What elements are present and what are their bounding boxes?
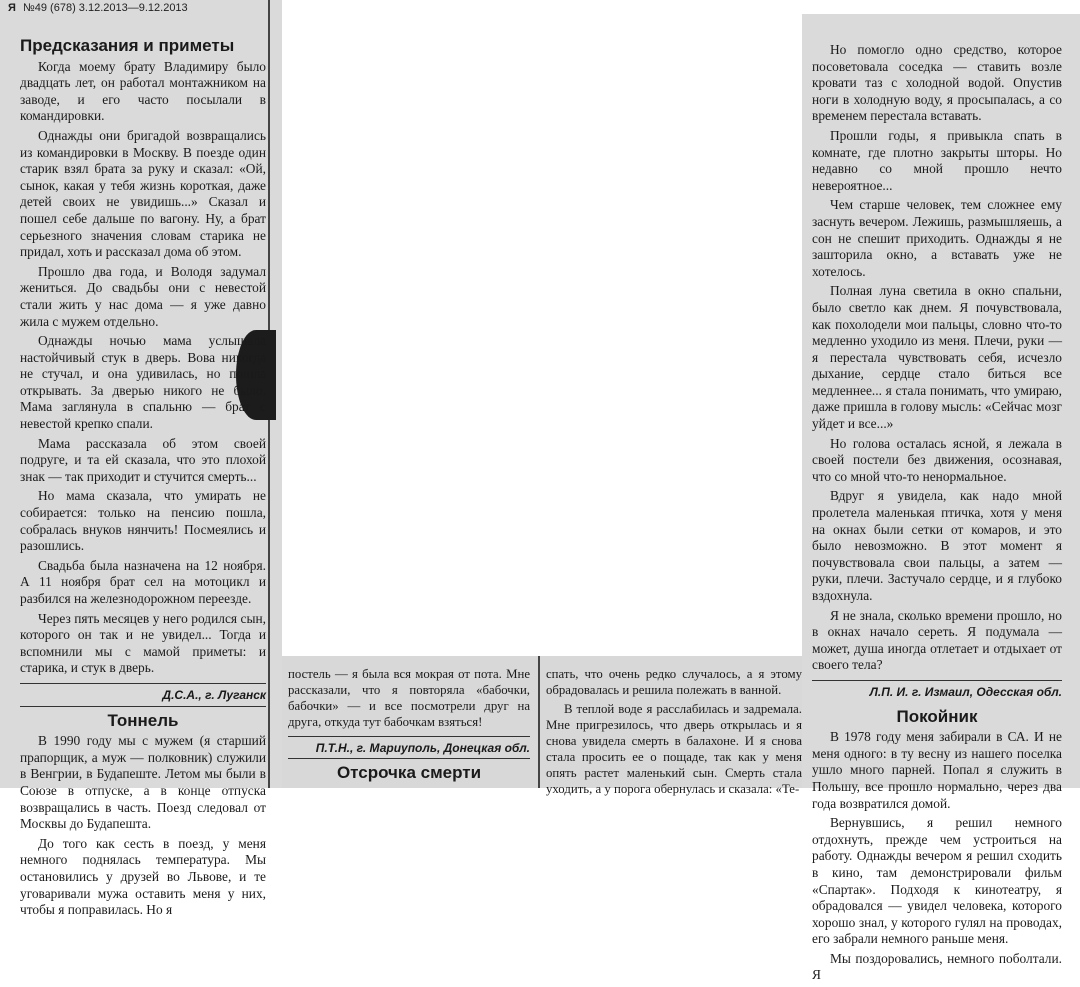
paragraph: Но мама сказала, что умирать не собирается: только на пенсию пошла, собралась внуков нянчить! Посмеялись и разошлись. bbox=[20, 488, 266, 554]
right-article-column bbox=[812, 42, 1062, 987]
article-signature: П.Т.Н., г. Мариуполь, Донецкая обл. bbox=[288, 736, 530, 759]
article-title: Покойник bbox=[896, 706, 978, 726]
paragraph: Вдруг я увидела, как надо мной пролетела маленькая птичка, хотя у меня на окнах были сетки от комаров, и это было невозможно. В этот момент я почувствовала свои пальцы, а затем — руки, плечи. Застучало сердце, и я глубоко вздохнула. bbox=[812, 488, 1062, 603]
paragraph: Прошли годы, я привыкла спать в комнате, где плотно закрыты шторы. Но недавно со мной прошло нечто невероятное... bbox=[812, 127, 1062, 193]
bottom-middle-clipping bbox=[282, 656, 810, 796]
issue-number: №49 (678) 3.12.2013—9.12.2013 bbox=[22, 2, 188, 14]
left-clipping bbox=[0, 0, 282, 918]
paragraph: Мама рассказала об этом своей подруге, и та ей сказала, что это плохой знак — так приходит и стучится смерть... bbox=[20, 435, 266, 484]
paragraph: Но помогло одно средство, которое посоветовала соседка — ставить возле кровати таз с холодной водой. Опустив ноги в холодную воду, я просыпалась, а со временем перестала вставать. bbox=[812, 42, 1062, 124]
paragraph: В теплой воде я расслабилась и задремала. Мне пригрезилось, что дверь открылась и я снова увидела смерть в балахоне. И я снова стала просить ее о пощаде, так как у меня опять растет маленький сын. Смерть стала уходить, а у порога обернулась и сказала: «Те- bbox=[546, 702, 802, 796]
newspaper-logo: Я bbox=[8, 2, 16, 14]
bottom-left-column bbox=[288, 666, 530, 785]
article-signature: Л.П. И. г. Измаил, Одесская обл. bbox=[812, 680, 1062, 703]
paragraph: Однажды ночью мама услышала настойчивый стук в дверь. Вова никогда не стучал, и она удивилась, но пошла открывать. За дверью никого не было. Мама заглянула в спальню — брат с невестой крепко спали. bbox=[20, 333, 266, 432]
column-divider bbox=[538, 656, 540, 788]
article-title: Тоннель bbox=[107, 710, 179, 730]
paragraph: Я не знала, сколько времени прошло, но в окнах начало сереть. Я подумала — может, душа иногда отлетает и отдыхает от своего тела? bbox=[812, 607, 1062, 673]
paragraph: постель — я была вся мокрая от пота. Мне рассказали, что я повторяла «бабочки, бабочки» — и все посмотрели друг на друга, откуда тут бабочкам взяться! bbox=[288, 667, 530, 729]
paragraph: Однажды они бригадой возвращались из командировки в Москву. В поезде один старик взял брата за руку и сказал: «Ой, сынок, какая у тебя жизнь короткая, даже детей своих не увидишь...» Сказал и пошел себе дальше по вагону. Ну, а брат серьезного значения словам старика не придал, хоть и рассказал дома об этом. bbox=[20, 127, 266, 260]
paragraph: Вернувшись, я решил немного отдохнуть, прежде чем устроиться на работу. Однажды вечером я решил сходить в кино, там демонстрировали фильм «Спартак». Подходя к кинотеатру, я обрадовался — увидел человека, которого хорошо знал, у которого гулял на проводах, его забрали немного раньше меня. bbox=[812, 815, 1062, 947]
article-signature: Д.С.А., г. Луганск bbox=[20, 683, 266, 707]
paragraph: В 1978 году меня забирали в СА. И не меня одного: в ту весну из нашего поселка ушло много парней. Попал я служить в Польшу, все прошло нормально, через два года возвратился домой. bbox=[812, 729, 1062, 811]
paragraph: В 1990 году мы с мужем (я старший прапорщик, а муж — полковник) служили в Венгрии, в Будапеште. Летом мы были в Союзе в отпуске, а в конце отпуска возвращались в часть. Поезд следовал от Москвы до Будапешта. bbox=[20, 733, 266, 832]
article-title: Отсрочка смерти bbox=[336, 763, 482, 782]
paragraph: спать, что очень редко случалось, а я этому обрадовалась и решила полежать в ванной. bbox=[546, 667, 802, 697]
paragraph: Когда моему брату Владимиру было двадцать лет, он работал монтажником на заводе, и его часто посылали в командировки. bbox=[20, 58, 266, 124]
paragraph: Свадьба была назначена на 12 ноября. А 11 ноября брат сел на мотоцикл и разбился на железнодорожном переезде. bbox=[20, 557, 266, 606]
bottom-right-column bbox=[546, 666, 802, 800]
paragraph: Чем старше человек, тем сложнее ему заснуть вечером. Лежишь, размышляешь, а сон не спешит приходить. Однажды я не зашторила окно, а вставать уже не хотелось. bbox=[812, 197, 1062, 279]
paragraph: Через пять месяцев у него родился сын, которого он так и не увидел... Тогда и вспомнили мы с мамой приметы: и старика, и стук в дверь. bbox=[20, 610, 266, 676]
right-clipping bbox=[802, 14, 1080, 983]
paragraph: Полная луна светила в окно спальни, было светло как днем. Я почувствовала, как похолодели мои пальцы, словно что-то медленно уходило из меня. Плечи, руки — я перестала чувствовать себя, исчезло дыхание, сердце стало биться все медленнее... я стала понимать, что умираю, даже пришла в голову мысль: «Сейчас мозг уйдет и все...» bbox=[812, 283, 1062, 432]
paragraph: Мы поздоровались, немного поболтали. Я bbox=[812, 950, 1062, 983]
paragraph: До того как сесть в поезд, у меня немного поднялась температура. Мы остановились у друзей во Львове, и те уговаривали мужа оставить меня у них, чтобы я поправилась. Но я bbox=[20, 835, 266, 918]
paragraph: Но голова осталась ясной, я лежала в своей постели без движения, осознавая, что со мной что-то ненормальное. bbox=[812, 435, 1062, 484]
article-title: Предсказания и приметы bbox=[20, 36, 235, 55]
paragraph: Прошло два года, и Володя задумал жениться. До свадьбы они с невестой стали жить у нас дома — я уже давно жила с мужем отдельно. bbox=[20, 263, 266, 329]
issue-line bbox=[8, 2, 188, 14]
left-article-column bbox=[20, 38, 266, 922]
